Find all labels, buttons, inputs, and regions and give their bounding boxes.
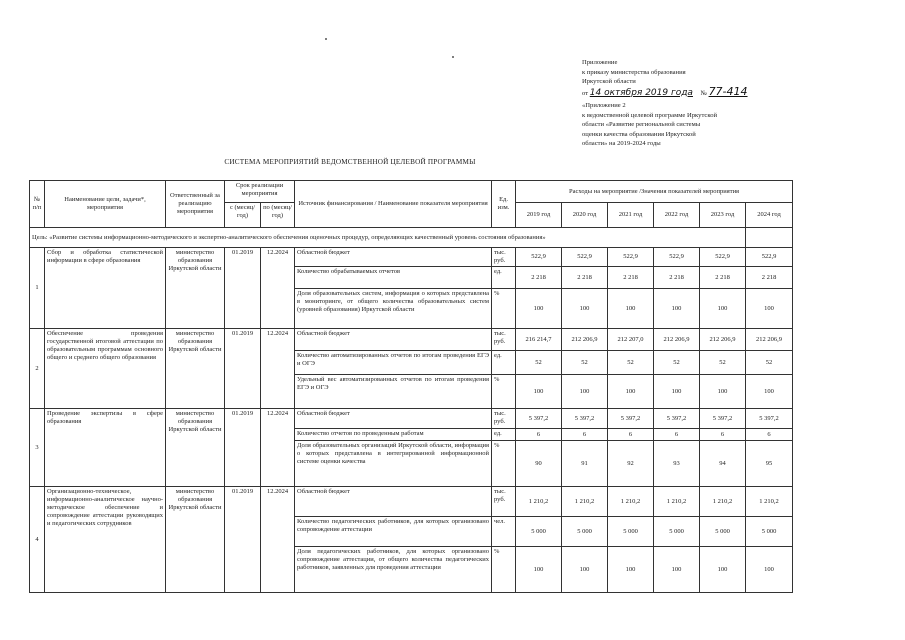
indicator-label: Областной бюджет (295, 409, 492, 429)
annex-block (582, 58, 782, 149)
indicator-value: 100 (746, 547, 793, 593)
indicator-unit: % (492, 441, 516, 487)
event-start: 01.2019 (225, 248, 261, 329)
indicator-unit: тыс. руб. (492, 409, 516, 429)
order-prefix: от (582, 89, 589, 97)
indicator-value: 2 218 (654, 267, 700, 289)
indicator-value: 2 218 (562, 267, 608, 289)
indicator-value: 100 (700, 547, 746, 593)
indicator-value: 5 000 (746, 517, 793, 547)
indicator-unit: % (492, 547, 516, 593)
header-num: № п/п (30, 181, 45, 228)
indicator-value: 52 (562, 351, 608, 375)
event-end: 12.2024 (261, 487, 295, 593)
indicator-value: 52 (700, 351, 746, 375)
event-end: 12.2024 (261, 329, 295, 409)
event-end: 12.2024 (261, 248, 295, 329)
header-year: 2021 год (608, 203, 654, 228)
indicator-label: Количество обрабатываемых отчетов (295, 267, 492, 289)
indicator-label: Количество отчетов по проведенным работам (295, 429, 492, 441)
event-name: Обеспечение проведения государственной итоговой аттестации по образовательным программам основного общего и среднего общего образования (45, 329, 166, 409)
indicator-value: 52 (654, 351, 700, 375)
indicator-value: 5 000 (654, 517, 700, 547)
annex-line: оценки качества образования Иркутской (582, 130, 696, 138)
indicator-value: 2 218 (516, 267, 562, 289)
indicator-value: 93 (654, 441, 700, 487)
indicator-label: Областной бюджет (295, 329, 492, 351)
indicator-value: 6 (516, 429, 562, 441)
indicator-value: 1 210,2 (562, 487, 608, 517)
indicator-value: 52 (608, 351, 654, 375)
indicator-unit: тыс. руб. (492, 487, 516, 517)
indicator-value: 100 (654, 375, 700, 409)
scan-speck (452, 56, 454, 58)
indicator-value: 212 207,0 (608, 329, 654, 351)
indicator-value: 522,9 (516, 248, 562, 267)
program-goal: Цель: «Развитие системы информационно-методического и экспертно-аналитического обеспечения оценочных процедур, определяющих качественный уровень состояния образования» (30, 228, 746, 248)
indicator-value: 5 397,2 (654, 409, 700, 429)
indicator-value: 100 (608, 289, 654, 329)
indicator-value: 92 (608, 441, 654, 487)
indicator-label: Количество автоматизированных отчетов по итогам проведения ЕГЭ и ОГЭ (295, 351, 492, 375)
indicator-unit: ед. (492, 351, 516, 375)
annex-line: к ведомственной целевой программе Иркутской (582, 111, 718, 119)
header-source: Источник финансирования / Наименование показателя мероприятия (295, 181, 492, 228)
indicator-value: 100 (700, 289, 746, 329)
annex-line: Приложение (582, 59, 618, 66)
indicator-value: 216 214,7 (516, 329, 562, 351)
indicator-label: Областной бюджет (295, 487, 492, 517)
indicator-value: 5 397,2 (608, 409, 654, 429)
indicator-value: 522,9 (746, 248, 793, 267)
header-from: с (месяц/ год) (225, 203, 261, 228)
program-table-row (30, 248, 793, 267)
header-name: Наименование цели, задачи*, мероприятия (45, 181, 166, 228)
indicator-value: 522,9 (562, 248, 608, 267)
indicator-value: 100 (516, 547, 562, 593)
header-year: 2023 год (700, 203, 746, 228)
indicator-value: 5 397,2 (700, 409, 746, 429)
indicator-value: 100 (562, 375, 608, 409)
event-number: 2 (30, 329, 45, 409)
indicator-value: 95 (746, 441, 793, 487)
indicator-value: 5 397,2 (516, 409, 562, 429)
annex-line: Иркутской области (582, 78, 636, 85)
indicator-value: 100 (654, 547, 700, 593)
indicator-value: 100 (562, 289, 608, 329)
indicator-unit: % (492, 289, 516, 329)
indicator-value: 5 397,2 (562, 409, 608, 429)
indicator-value: 6 (562, 429, 608, 441)
indicator-label: Областной бюджет (295, 248, 492, 267)
header-period: Срок реализации мероприятия (225, 181, 295, 203)
indicator-value: 212 206,9 (746, 329, 793, 351)
indicator-label: Удельный вес автоматизированных отчетов по итогам проведения ЕГЭ и ОГЭ (295, 375, 492, 409)
indicator-value: 100 (746, 289, 793, 329)
indicator-value: 52 (746, 351, 793, 375)
event-responsible: министерство образования Иркутской области (166, 248, 225, 329)
annex-line: к приказу министерства образования (582, 68, 686, 76)
indicator-value: 522,9 (654, 248, 700, 267)
indicator-value: 1 210,2 (516, 487, 562, 517)
indicator-value: 52 (516, 351, 562, 375)
indicator-value: 212 206,9 (562, 329, 608, 351)
indicator-unit: % (492, 375, 516, 409)
scan-speck (325, 38, 327, 40)
indicator-label: Доля образовательных систем, информация о которых представлена в мониторинге, от общего количества образовательных систем (уровней образования) Иркутской области (295, 289, 492, 329)
indicator-label: Количество педагогических работников, для которых организовано сопровождение аттестации (295, 517, 492, 547)
header-responsible: Ответственный за реализацию мероприятия (166, 181, 225, 228)
indicator-value: 1 210,2 (654, 487, 700, 517)
indicator-value: 6 (746, 429, 793, 441)
indicator-value: 2 218 (746, 267, 793, 289)
order-line (582, 84, 782, 99)
event-number: 3 (30, 409, 45, 487)
indicator-value: 100 (608, 547, 654, 593)
header-to: по (месяц/ год) (261, 203, 295, 228)
order-date-handwritten: 14 октября 2019 года (589, 87, 693, 98)
indicator-value: 100 (654, 289, 700, 329)
program-table (29, 180, 793, 593)
event-start: 01.2019 (225, 329, 261, 409)
program-table-row (30, 329, 793, 351)
program-table-row (30, 409, 793, 429)
indicator-value: 100 (562, 547, 608, 593)
indicator-value: 100 (700, 375, 746, 409)
indicator-value: 1 210,2 (746, 487, 793, 517)
header-year: 2024 год (746, 203, 793, 228)
header-year: 2020 год (562, 203, 608, 228)
indicator-value: 91 (562, 441, 608, 487)
indicator-value: 100 (516, 289, 562, 329)
indicator-unit: тыс. руб. (492, 329, 516, 351)
indicator-value: 522,9 (700, 248, 746, 267)
indicator-value: 6 (608, 429, 654, 441)
indicator-value: 2 218 (608, 267, 654, 289)
indicator-value: 94 (700, 441, 746, 487)
indicator-unit: чел. (492, 517, 516, 547)
indicator-value: 100 (746, 375, 793, 409)
indicator-unit: ед. (492, 429, 516, 441)
event-name: Организационно-техническое, информационно-аналитическое научно-методическое обеспечение и сопровождение аттестации руководящих и педагогических сотрудников (45, 487, 166, 593)
indicator-value: 90 (516, 441, 562, 487)
indicator-value: 1 210,2 (700, 487, 746, 517)
event-end: 12.2024 (261, 409, 295, 487)
header-expenses: Расходы на мероприятие /Значения показателей мероприятия (516, 181, 793, 203)
event-name: Проведение экспертизы в сфере образования (45, 409, 166, 487)
indicator-value: 5 397,2 (746, 409, 793, 429)
indicator-value: 212 206,9 (700, 329, 746, 351)
event-start: 01.2019 (225, 409, 261, 487)
annex-line: «Приложение 2 (582, 102, 626, 109)
event-responsible: министерство образования Иркутской области (166, 409, 225, 487)
goal-empty-cell (746, 228, 793, 248)
indicator-value: 6 (654, 429, 700, 441)
indicator-value: 212 206,9 (654, 329, 700, 351)
indicator-unit: тыс. руб. (492, 248, 516, 267)
annex-line: области» на 2019-2024 годы (582, 140, 661, 147)
event-responsible: министерство образования Иркутской области (166, 487, 225, 593)
indicator-label: Доля педагогических работников, для которых организовано сопровождение аттестации, от общего количества педагогических работников, заявленных для проведения аттестации (295, 547, 492, 593)
order-no-label: № (700, 89, 707, 97)
event-name: Сбор и обработка статистической информации в сфере образования (45, 248, 166, 329)
indicator-value: 100 (608, 375, 654, 409)
event-responsible: министерство образования Иркутской области (166, 329, 225, 409)
indicator-unit: ед. (492, 267, 516, 289)
indicator-value: 6 (700, 429, 746, 441)
indicator-value: 5 000 (516, 517, 562, 547)
header-year: 2022 год (654, 203, 700, 228)
program-table-row (30, 487, 793, 517)
indicator-value: 522,9 (608, 248, 654, 267)
indicator-value: 2 218 (700, 267, 746, 289)
indicator-value: 100 (516, 375, 562, 409)
header-unit: Ед. изм. (492, 181, 516, 228)
indicator-value: 5 000 (700, 517, 746, 547)
indicator-value: 1 210,2 (608, 487, 654, 517)
event-start: 01.2019 (225, 487, 261, 593)
annex-line: области «Развитие региональной системы (582, 121, 701, 128)
indicator-label: Доля образовательных организаций Иркутской области, информация о которых представлена в интегрированной информационной системе оценки качества (295, 441, 492, 487)
order-number-handwritten: 77-414 (708, 84, 748, 98)
event-number: 1 (30, 248, 45, 329)
indicator-value: 5 000 (562, 517, 608, 547)
indicator-value: 5 000 (608, 517, 654, 547)
event-number: 4 (30, 487, 45, 593)
document-title: СИСТЕМА МЕРОПРИЯТИЙ ВЕДОМСТВЕННОЙ ЦЕЛЕВОЙ ПРОГРАММЫ (224, 158, 476, 166)
header-year: 2019 год (516, 203, 562, 228)
